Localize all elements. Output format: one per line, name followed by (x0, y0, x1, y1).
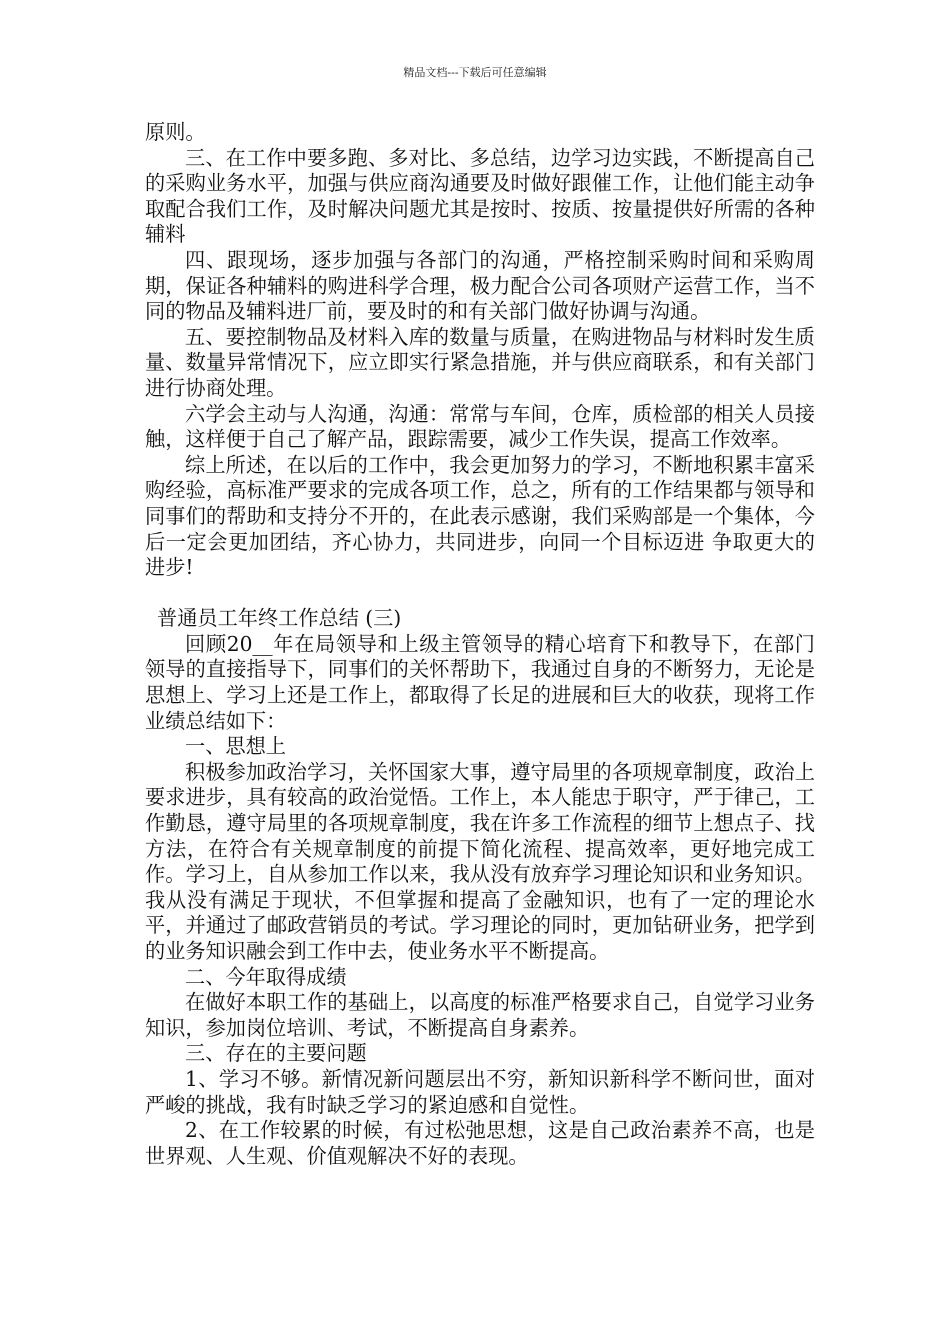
paragraph: 六学会主动与人沟通，沟通：常常与车间，仓库，质检部的相关人员接触，这样便于自己了解产品，跟踪需要，减少工作失误，提高工作效率。 (145, 401, 815, 452)
paragraph: 回顾20__年在局领导和上级主管领导的精心培育下和教导下，在部门领导的直接指导下，同事们的关怀帮助下，我通过自身的不断努力，无论是思想上、学习上还是工作上，都取得了长足的进展和巨大的收获，现将工作业绩总结如下： (145, 631, 815, 733)
page-header: 精品文档---下载后可任意编辑 (403, 66, 547, 79)
paragraph: 五、要控制物品及材料入库的数量与质量，在购进物品与材料时发生质量、数量异常情况下，应立即实行紧急措施，并与供应商联系，和有关部门进行协商处理。 (145, 324, 815, 400)
document-body (145, 120, 815, 1169)
paragraph: 一、思想上 (185, 734, 286, 759)
paragraph: 积极参加政治学习，关怀国家大事，遵守局里的各项规章制度，政治上要求进步，具有较高的政治觉悟。工作上，本人能忠于职守，严于律己，工作勤恳，遵守局里的各项规章制度，我在许多工作流程的细节上想点子、找方法，在符合有关规章制度的前提下简化流程、提高效率，更好地完成工作。学习上，自从参加工作以来，我从没有放弃学习理论知识和业务知识。我从没有满足于现状，不但掌握和提高了金融知识，也有了一定的理论水平，并通过了邮政营销员的考试。学习理论的同时，更加钻研业务，把学到的业务知识融会到工作中去，使业务水平不断提高。 (145, 759, 815, 963)
paragraph: 2、在工作较累的时候，有过松弛思想，这是自己政治素养不高，也是世界观、人生观、价值观解决不好的表现。 (145, 1118, 815, 1168)
paragraph: 三、存在的主要问题 (185, 1041, 367, 1066)
paragraph: 原则。 (145, 120, 206, 144)
paragraph: 综上所述，在以后的工作中，我会更加努力的学习，不断地积累丰富采购经验，高标准严要求的完成各项工作，总之，所有的工作结果都与领导和同事们的帮助和支持分不开的，在此表示感谢，我们采购部是一个集体，今后一定会更加团结，齐心协力，共同进步，向同一个目标迈进 争取更大的进步! (145, 452, 815, 580)
paragraph: 三、在工作中要多跑、多对比、多总结，边学习边实践，不断提高自己的采购业务水平，加强与供应商沟通要及时做好跟催工作，让他们能主动争取配合我们工作，及时解决问题尤其是按时、按质、按量提供好所需的各种辅料 (145, 145, 815, 247)
paragraph: 四、跟现场，逐步加强与各部门的沟通，严格控制采购时间和采购周期，保证各种辅料的购进科学合理，极力配合公司各项财产运营工作，当不同的物品及辅料进厂前，要及时的和有关部门做好协调与沟通。 (145, 247, 815, 324)
paragraph: 1、学习不够。新情况新问题层出不穷，新知识新科学不断问世，面对严峻的挑战，我有时缺乏学习的紧迫感和自觉性。 (145, 1066, 815, 1117)
paragraph: 二、今年取得成绩 (185, 964, 347, 989)
paragraph: 在做好本职工作的基础上，以高度的标准严格要求自己，自觉学习业务知识，参加岗位培训、考试，不断提高自身素养。 (145, 990, 815, 1040)
section-title: 普通员工年终工作总结 (三) (157, 606, 402, 631)
